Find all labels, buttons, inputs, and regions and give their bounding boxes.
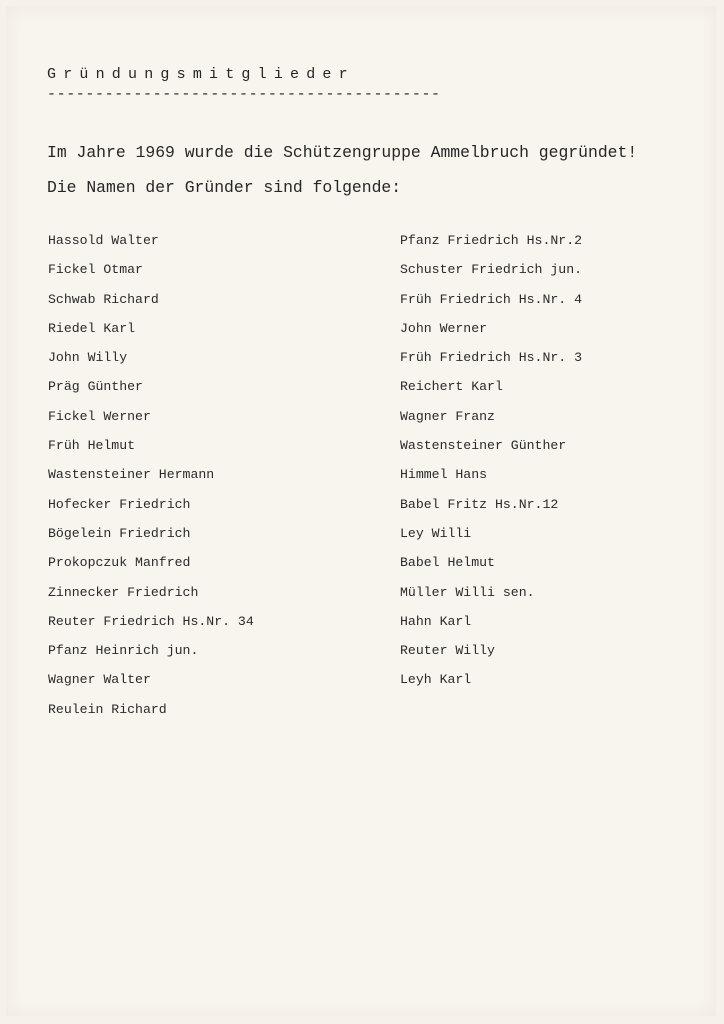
list-item: Wagner Franz <box>400 408 495 424</box>
list-item: Himmel Hans <box>400 467 488 483</box>
list-item: Reuter Willy <box>400 643 495 659</box>
list-item: Prokopczuk Manfred <box>48 555 191 571</box>
list-item: Hofecker Friedrich <box>48 496 191 512</box>
intro-sentence: Im Jahre 1969 wurde die Schützengruppe Ammelbruch gegründet! <box>47 143 638 162</box>
list-item: Reuter Friedrich Hs.Nr. 34 <box>48 613 254 629</box>
list-item: Wagner Walter <box>48 672 151 688</box>
document-heading: Gründungsmitglieder <box>47 66 355 83</box>
list-item: Fickel Werner <box>48 408 151 424</box>
list-item: Präg Günther <box>48 379 143 395</box>
list-item: Reichert Karl <box>400 379 503 395</box>
heading-underline: ----------------------------------------- <box>47 86 441 103</box>
list-item: Pfanz Friedrich Hs.Nr.2 <box>400 233 583 248</box>
list-item: Wastensteiner Günther <box>400 438 567 454</box>
list-item: John Willy <box>48 350 128 366</box>
list-item: Zinnecker Friedrich <box>48 584 199 600</box>
list-item: Fickel Otmar <box>48 262 143 278</box>
intro-names-line: Die Namen der Gründer sind folgende: <box>47 178 402 197</box>
members-list-left <box>48 230 254 728</box>
list-item: Reulein Richard <box>48 701 167 717</box>
list-item: Babel Fritz Hs.Nr.12 <box>400 496 559 512</box>
list-item: Wastensteiner Hermann <box>48 467 215 483</box>
list-item: Leyh Karl <box>400 672 472 688</box>
list-item: Früh Friedrich Hs.Nr. 4 <box>400 291 583 307</box>
list-item: Hahn Karl <box>400 613 472 629</box>
list-item: Ley Willi <box>400 525 472 541</box>
list-item: Hassold Walter <box>48 233 159 248</box>
members-list-right <box>400 230 582 699</box>
list-item: Früh Helmut <box>48 438 136 454</box>
list-item: Bögelein Friedrich <box>48 525 191 541</box>
list-item: Riedel Karl <box>48 320 136 336</box>
list-item: Müller Willi sen. <box>400 584 535 600</box>
list-item: Früh Friedrich Hs.Nr. 3 <box>400 350 583 366</box>
list-item: Babel Helmut <box>400 555 495 571</box>
list-item: Schwab Richard <box>48 291 159 307</box>
list-item: Schuster Friedrich jun. <box>400 262 583 278</box>
list-item: Pfanz Heinrich jun. <box>48 643 199 659</box>
list-item: John Werner <box>400 320 488 336</box>
